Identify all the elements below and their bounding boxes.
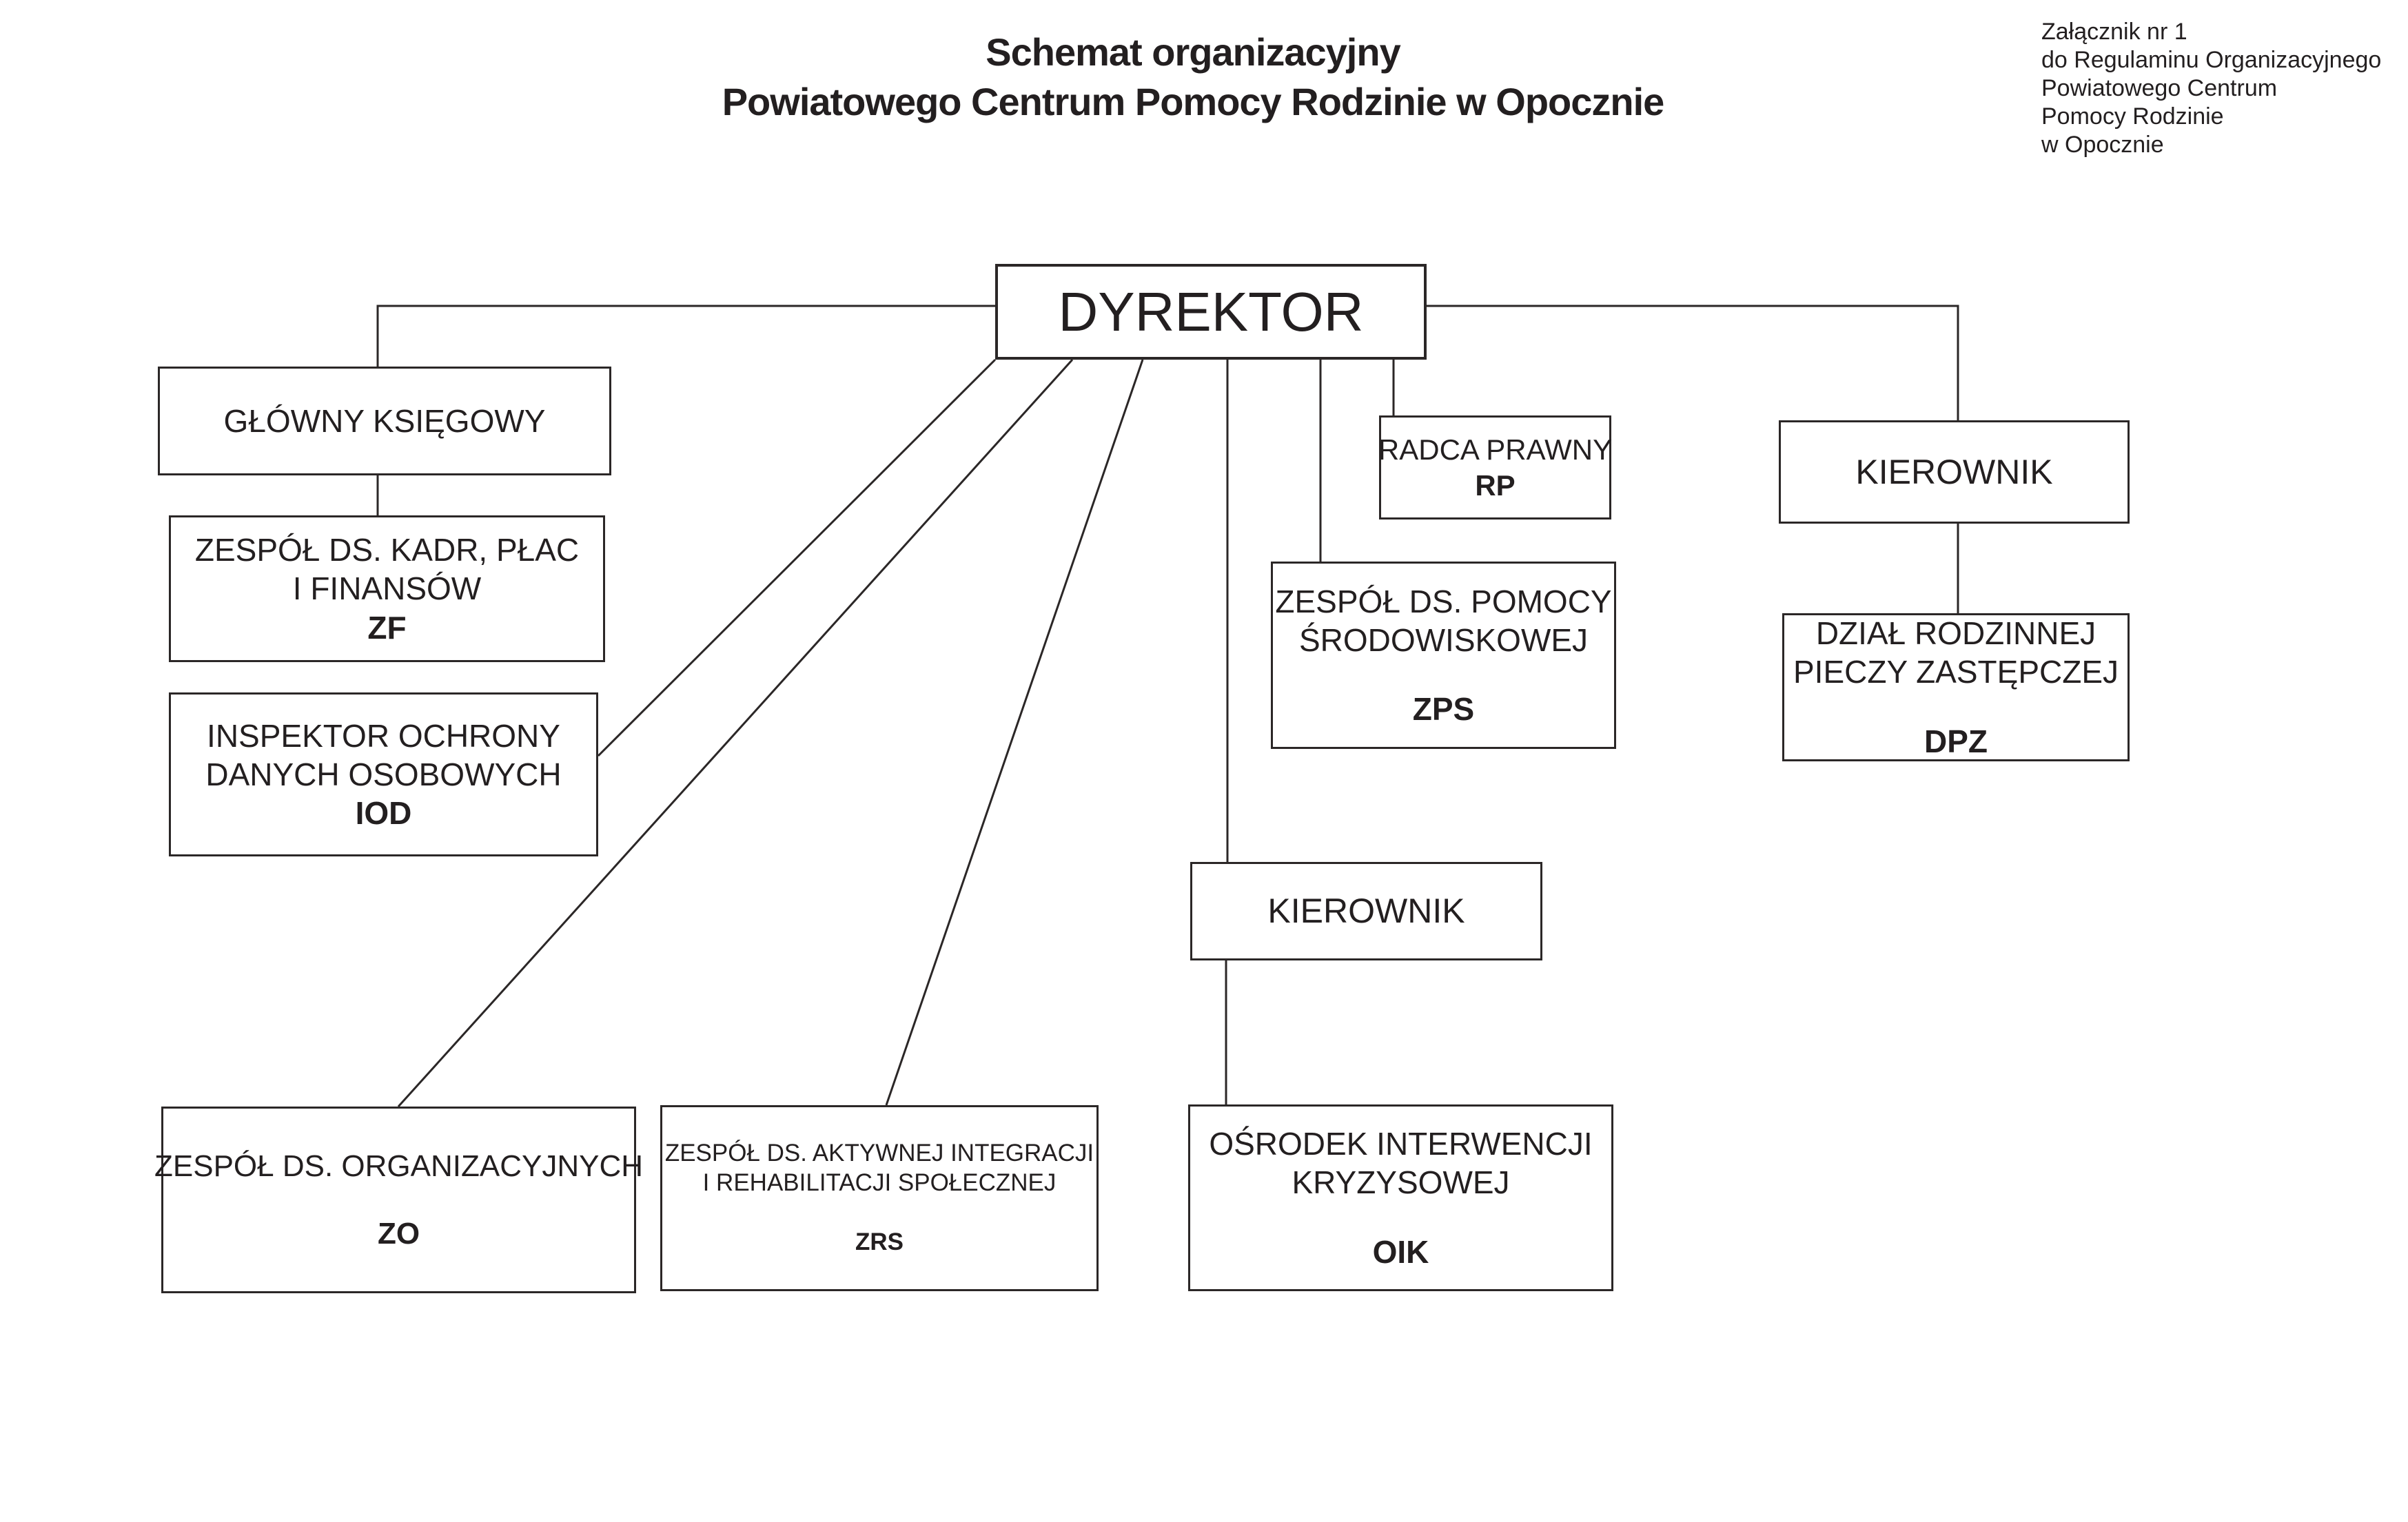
node-glowny-ksiegowy-label: GŁÓWNY KSIĘGOWY [223,402,546,439]
node-dpz-line2: PIECZY ZASTĘPCZEJ [1793,654,2119,690]
node-rp-code: RP [1475,469,1516,502]
node-zespol-kadr-plac-finansow [169,515,605,662]
node-radca-prawny [1379,415,1611,520]
node-oik-code: OIK [1372,1233,1429,1270]
attachment-note-line5: w Opocznie [2041,132,2164,158]
page-title-line2: Powiatowego Centrum Pomocy Rodzinie w Opocznie [722,80,1664,123]
node-kierownik-dpz-label: KIEROWNIK [1855,452,2053,491]
edge-dyrektor-iod [598,360,995,756]
edge-dyrektor-glowny-ksiegowy [378,306,995,367]
node-zespol-organizacyjnych [154,1107,644,1293]
node-zrs-line2: I REHABILITACJI SPOŁECZNEJ [702,1169,1057,1196]
node-zf-line1: ZESPÓŁ DS. KADR, PŁAC [194,532,580,568]
node-zps-line1: ZESPÓŁ DS. POMOCY [1275,583,1612,619]
attachment-note-line2: do Regulaminu Organizacyjnego [2041,47,2382,73]
node-iod-line1: INSPEKTOR OCHRONY [207,717,560,754]
node-kierownik-oik [1190,862,1542,960]
node-dpz-code: DPZ [1924,723,1988,759]
node-inspektor-ochrony-danych [169,692,598,856]
node-zf-code: ZF [367,609,407,646]
page-title [504,28,1882,127]
node-zespol-aktywnej-integracji [660,1105,1099,1291]
attachment-note-line1: Załącznik nr 1 [2041,19,2187,45]
node-zrs-code: ZRS [855,1228,904,1256]
node-oik-line1: OŚRODEK INTERWENCJI [1209,1126,1593,1162]
node-iod-line2: DANYCH OSOBOWYCH [205,756,562,792]
attachment-note-line3: Powiatowego Centrum [2041,75,2278,101]
edge-dyrektor-zrs [886,360,1143,1105]
node-dpz-line1: DZIAŁ RODZINNEJ [1815,615,2096,652]
node-dyrektor [995,264,1427,360]
node-dyrektor-label: DYREKTOR [1058,280,1364,342]
node-zps-code: ZPS [1412,691,1475,728]
node-iod-code: IOD [355,795,412,832]
node-zrs-line1: ZESPÓŁ DS. AKTYWNEJ INTEGRACJI [664,1139,1094,1166]
edge-dyrektor-kierownik-dpz [1427,306,1958,420]
page-title-line1: Schemat organizacyjny [986,30,1400,74]
node-zo-line1: ZESPÓŁ DS. ORGANIZACYJNYCH [154,1149,644,1183]
node-rp-line1: RADCA PRAWNY [1378,433,1613,466]
node-zps-line2: ŚRODOWISKOWEJ [1298,621,1589,658]
attachment-note-line4: Pomocy Rodzinie [2041,103,2224,130]
node-dzial-rodzinnej-pieczy-zastepczej [1782,613,2130,761]
node-oik-line2: KRYZYSOWEJ [1292,1164,1510,1201]
node-zo-code: ZO [377,1216,420,1251]
node-zf-line2: I FINANSÓW [292,570,482,607]
node-kierownik-dpz [1779,420,2130,524]
node-glowny-ksiegowy [158,367,611,475]
node-zespol-pomocy-srodowiskowej [1271,562,1616,749]
node-kierownik-oik-label: KIEROWNIK [1267,892,1465,930]
attachment-note [2041,18,2400,159]
node-osrodek-interwencji-kryzysowej [1188,1104,1613,1291]
